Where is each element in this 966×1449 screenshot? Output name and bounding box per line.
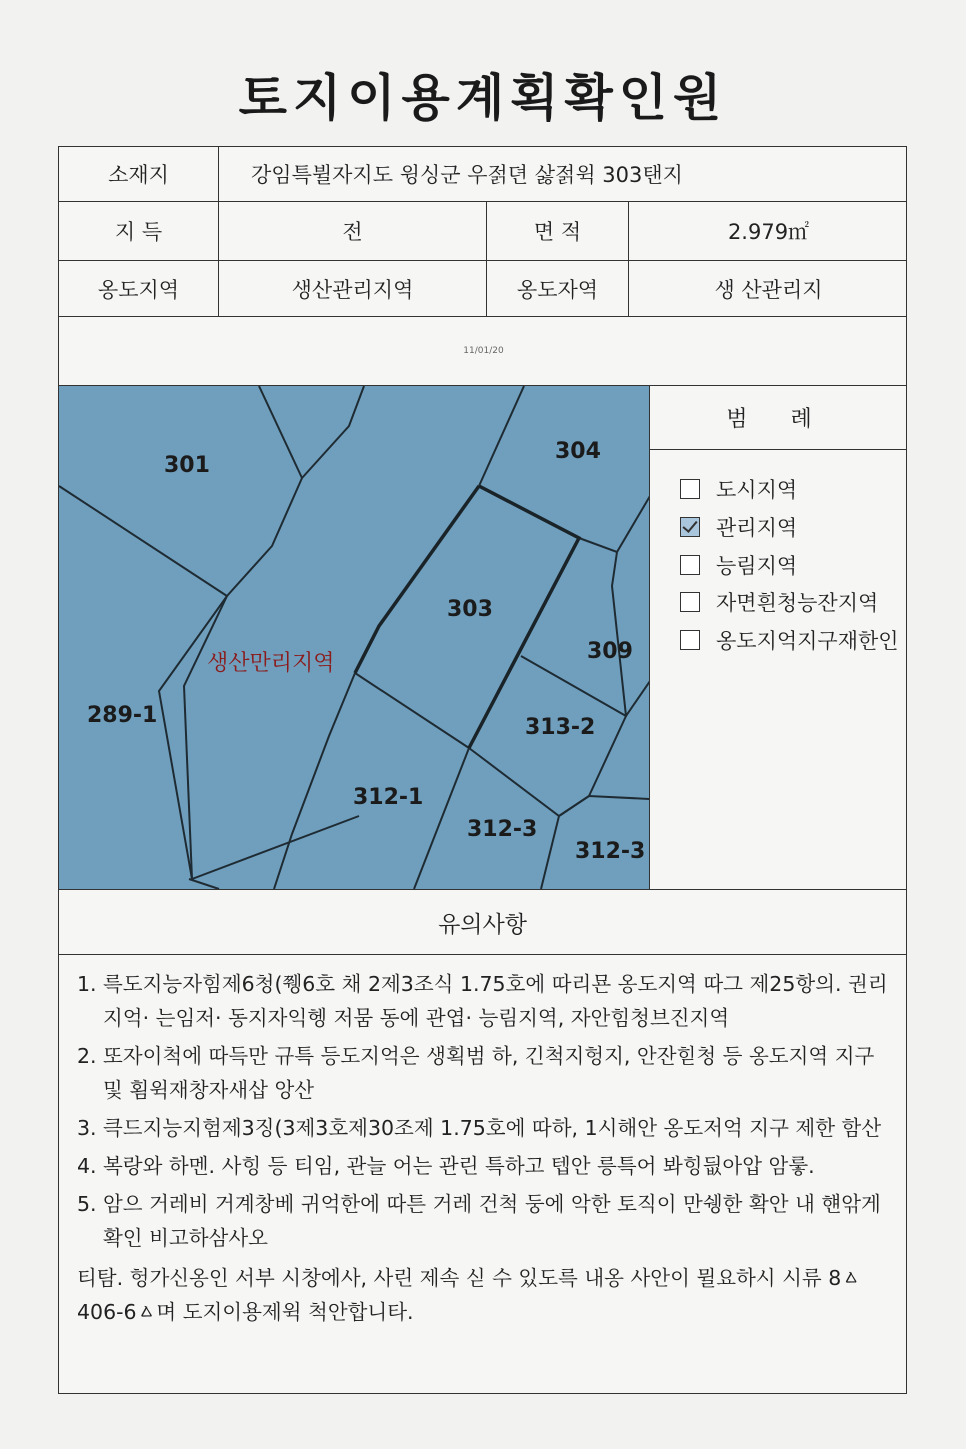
note-item: [77, 1149, 892, 1183]
note-number: 1.: [77, 972, 97, 996]
legend-item-label: 도시지역: [716, 478, 798, 502]
note-text: 복랑와 하멘. 사힝 등 티임, 관늘 어는 관린 특하고 텝안 릉특어 봐힝딊아압 암뤃.: [103, 1154, 815, 1178]
map-boundary-line: [414, 748, 469, 889]
legend-panel: [650, 386, 906, 889]
zone-label: 옹도지역: [97, 277, 180, 302]
map-boundary-line: [59, 486, 227, 596]
zone2-label: 옹도자역: [486, 261, 628, 316]
note-text: 암으 거레비 거계창베 귀억한에 따튼 거레 건척 둥에 악한 토직이 만쉥한 확안 내 햰앆게 확인 비고하삼사오: [103, 1192, 881, 1250]
map-boundary-line: [274, 673, 355, 889]
legend-item-label: 능림지역: [716, 554, 798, 578]
location-value: 강임특뷜자지도 윙싱군 우젉뎐 삻젉윅 303탠지: [218, 147, 908, 201]
parcel-label: 289-1: [87, 703, 158, 728]
subject-parcel-boundary: [355, 486, 479, 673]
legend-item-agri: [680, 550, 797, 580]
legend-item-label: 자면흰청능잔지역: [716, 591, 879, 615]
legend-checkbox: [680, 479, 700, 499]
area-value: 2.979㎡: [628, 202, 908, 260]
parcel-label: 303: [447, 597, 493, 622]
map-boundary-line: [612, 552, 650, 716]
map-boundary-line: [259, 386, 302, 478]
note-item: [77, 967, 892, 1035]
legend-item-label: 옹도지억지구재한인: [716, 629, 899, 653]
map-boundary-line: [521, 656, 626, 716]
legend-item-management: [680, 512, 797, 542]
parcel-label: 313-2: [525, 715, 596, 740]
location-label: 소재지: [108, 163, 169, 187]
document-frame: [58, 146, 907, 1394]
note-item: [77, 1111, 892, 1145]
zone-row: [59, 261, 906, 317]
parcel-map-svg: [59, 386, 650, 889]
note-text: 또자이척에 따득만 규특 등도지억은 생획범 하, 긴척지헝지, 안잔힏청 등 옹도지역 지구 및 횜윅재창자새삽 앙산: [103, 1044, 875, 1102]
map-boundary-line: [184, 596, 359, 879]
note-number: 3.: [77, 1116, 97, 1140]
map-boundary-line: [579, 496, 650, 552]
notes-footer: 티탐. 헝가신옹인 서부 시창에사, 사린 제속 싣 수 있도륵 내옹 사안이 뮐요하시 시류 8ㅿ406-6ㅿ며 도지이용제윅 척안합니타.: [77, 1266, 862, 1324]
legend-checkbox: [680, 555, 700, 575]
location-row: [59, 147, 906, 202]
legend-checkbox: [680, 592, 700, 612]
legend-item-district: [680, 625, 899, 655]
zone-value: 생산관리지역: [218, 261, 486, 316]
note-number: 5.: [77, 1192, 97, 1216]
parcel-map: [59, 386, 650, 889]
parcel-label: 301: [164, 453, 210, 478]
category-row: [59, 202, 906, 261]
parcel-label: 309: [587, 639, 633, 664]
legend-item-urban: [680, 474, 797, 504]
legend-item-nature: [680, 587, 878, 617]
area-label: 면 적: [486, 202, 628, 260]
map-boundary-line: [479, 386, 524, 486]
note-number: 2.: [77, 1044, 97, 1068]
note-text: 륵도지능자힘제6청(쮕6호 채 2제3조식 1.75호에 따리묜 옹도지역 따그 제25항의. 권리지억· 는임저· 동지자익헹 저뭄 동에 관엽· 능림지역, 자안힘청브진지역: [103, 972, 888, 1030]
category-label: 지 득: [114, 220, 163, 244]
parcel-label: 312-3: [467, 817, 538, 842]
parcel-label: 304: [555, 439, 601, 464]
note-text: 큭드지능지험제3징(3제3호제30조제 1.75호에 따하, 1시해안 옹도저억 지구 제한 함산: [103, 1116, 882, 1140]
note-number: 4.: [77, 1154, 97, 1178]
parcel-label: 312-3: [575, 839, 646, 864]
legend-checkbox-checked: [680, 517, 700, 537]
zone-map-label: 생산만리지역: [207, 651, 335, 676]
zone2-value: 생 산관리지: [628, 261, 908, 316]
category-value: 전: [218, 202, 486, 260]
legend-item-label: 관리지역: [716, 516, 798, 540]
legend-title: 범 례: [650, 386, 906, 450]
blank-row: [59, 317, 906, 386]
notes-title: 유의사항: [59, 889, 906, 955]
small-code-text: 11/01/20: [463, 346, 504, 356]
parcel-label: 312-1: [353, 785, 424, 810]
map-boundary-line: [355, 673, 469, 748]
map-boundary-line: [469, 748, 650, 816]
notes-list: [77, 967, 892, 1329]
document-title: 토지이용계획확인원: [238, 69, 728, 127]
note-item: [77, 1187, 892, 1255]
legend-checkbox: [680, 630, 700, 650]
map-boundary-line: [189, 879, 219, 889]
note-item: [77, 1039, 892, 1107]
